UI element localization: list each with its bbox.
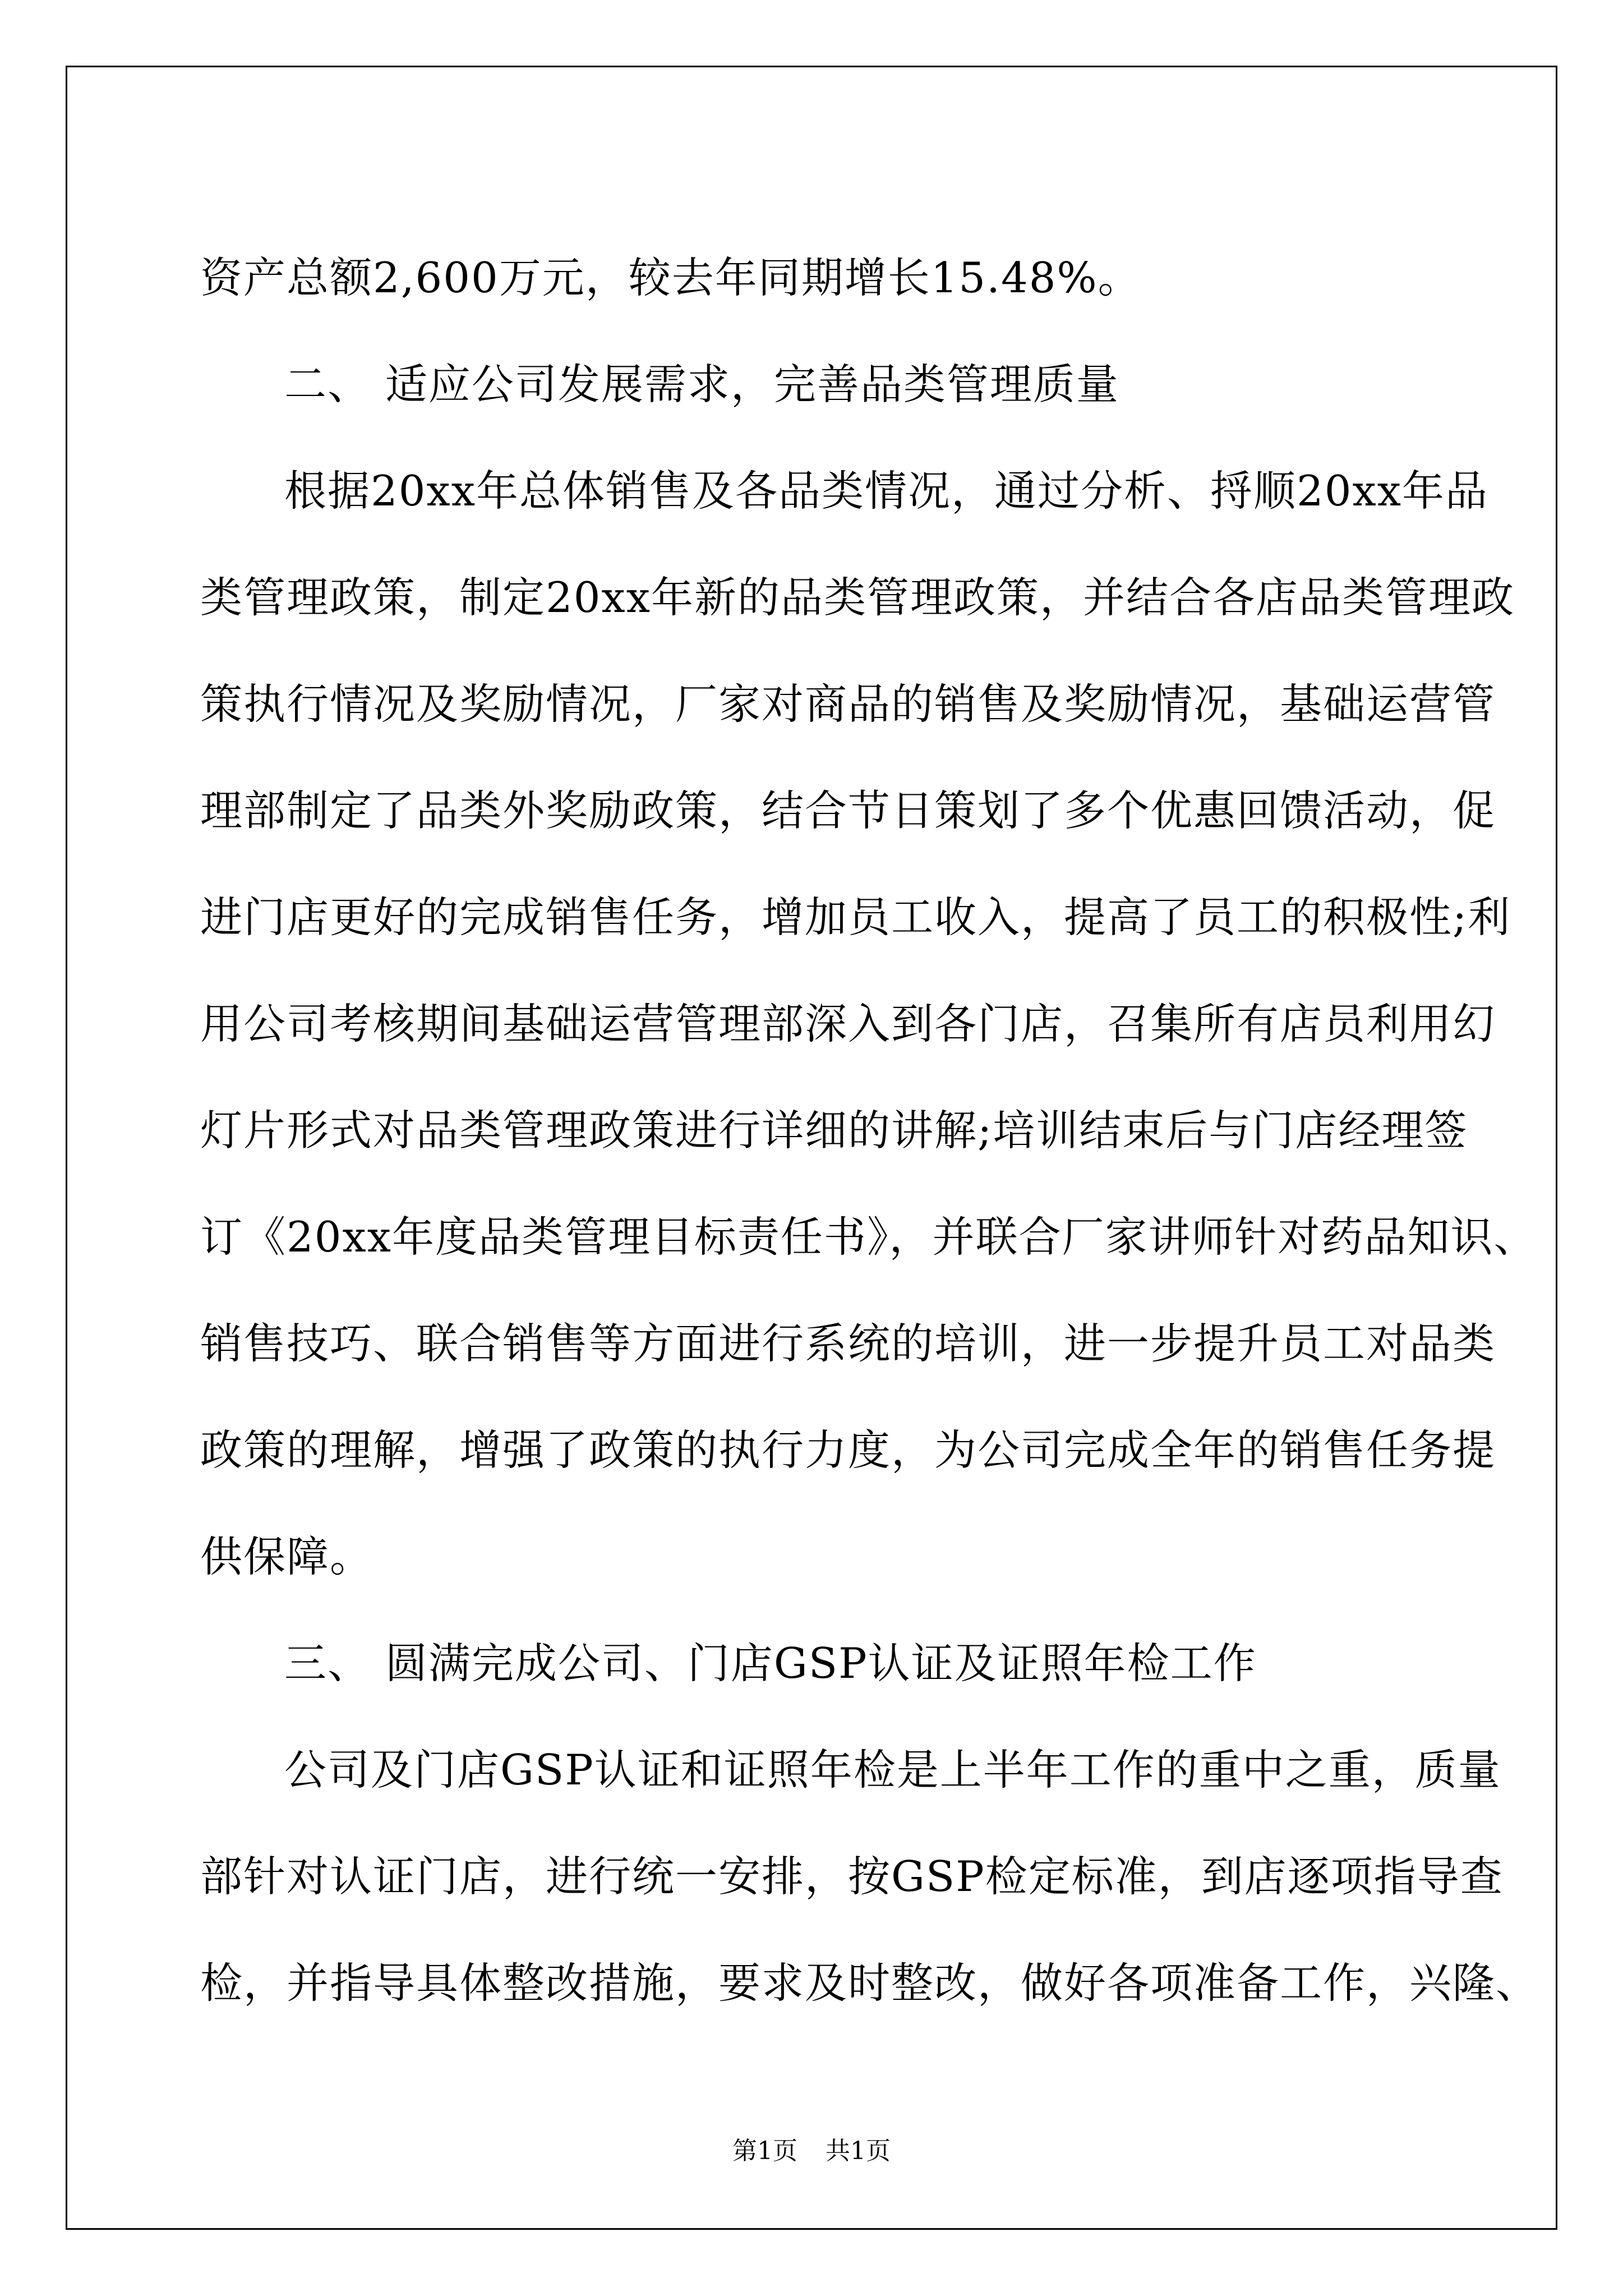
section-heading: 二、 适应公司发展需求，完善品类管理质量 [284,360,1119,409]
paragraph-line: 用公司考核期间基础运营管理部深入到各门店，召集所有店员利用幻 [200,999,1496,1048]
page-number: 第1页 [732,2137,797,2165]
paragraph-line: 根据20xx年总体销售及各品类情况，通过分析、捋顺20xx年品 [284,466,1489,516]
paragraph-line: 理部制定了品类外奖励政策，结合节日策划了多个优惠回馈活动，促 [200,786,1496,835]
paragraph-line: 检，并指导具体整改措施，要求及时整改，做好各项准备工作，兴隆、 [200,1958,1539,2008]
paragraph-line: 销售技巧、联合销售等方面进行系统的培训，进一步提升员工对品类 [200,1319,1496,1368]
paragraph-line: 进门店更好的完成销售任务，增加员工收入，提高了员工的积极性;利 [200,892,1511,942]
paragraph-line: 公司及门店GSP认证和证照年检是上半年工作的重中之重，质量 [284,1745,1501,1795]
paragraph-line: 供保障。 [200,1532,374,1581]
page-total: 共1页 [826,2137,891,2165]
paragraph-line: 类管理政策，制定20xx年新的品类管理政策，并结合各店品类管理政 [200,573,1515,622]
section-heading: 三、 圆满完成公司、门店GSP认证及证照年检工作 [284,1639,1257,1688]
paragraph-line: 订《20xx年度品类管理目标责任书》，并联合厂家讲师针对药品知识、 [200,1212,1537,1262]
page-footer [0,2134,1623,2168]
document-body [200,224,1539,2036]
paragraph-line: 策执行情况及奖励情况，厂家对商品的销售及奖励情况，基础运营管 [200,679,1496,729]
paragraph-line: 资产总额2,600万元，较去年同期增长15.48%。 [200,253,1141,302]
paragraph-line: 灯片形式对品类管理政策进行详细的讲解;培训结束后与门店经理签 [200,1106,1468,1155]
paragraph-line: 政策的理解，增强了政策的执行力度，为公司完成全年的销售任务提 [200,1425,1496,1475]
paragraph-line: 部针对认证门店，进行统一安排，按GSP检定标准，到店逐项指导查 [200,1852,1504,1901]
